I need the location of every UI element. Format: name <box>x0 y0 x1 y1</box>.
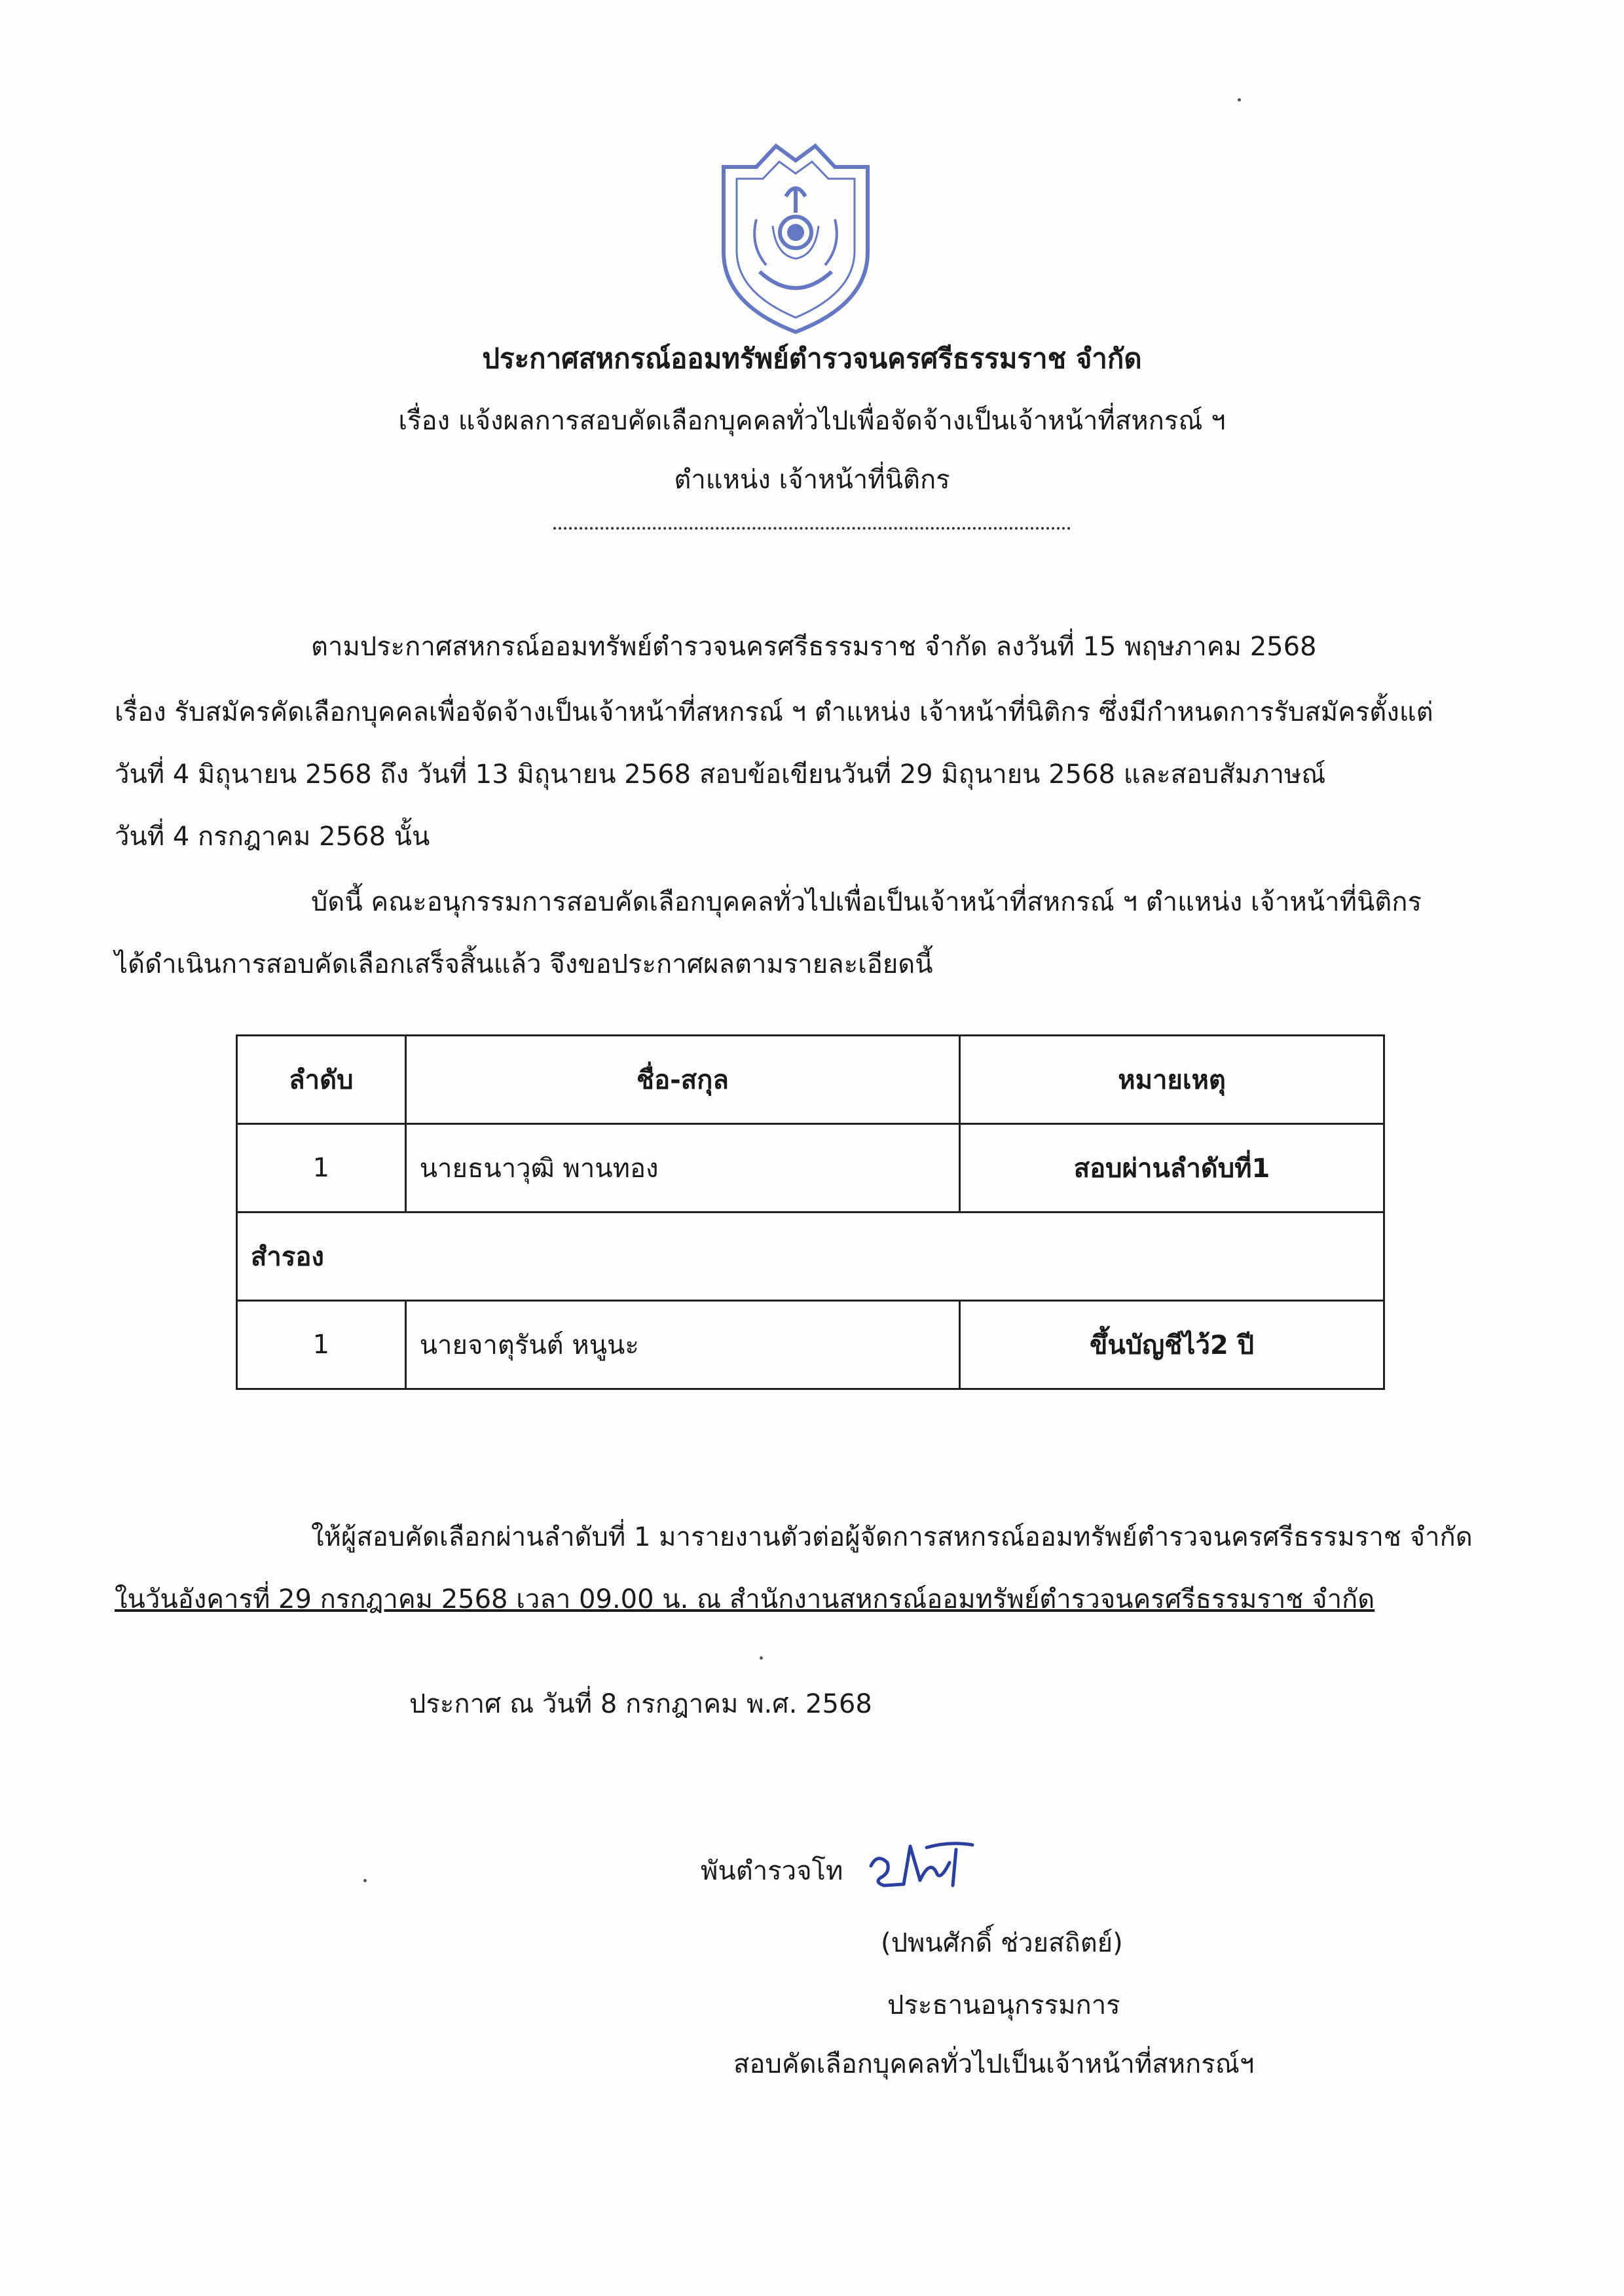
header-name: ชื่อ-สกุล <box>405 1036 959 1124</box>
signer-rank: พันตำรวจโท <box>701 1856 843 1886</box>
announcement-title: ประกาศสหกรณ์ออมทรัพย์ตำรวจนครศรีธรรมราช จำกัด <box>482 342 1142 374</box>
table-row <box>237 1124 1384 1212</box>
header-remark: หมายเหตุ <box>960 1036 1384 1124</box>
scan-speck <box>1238 98 1241 101</box>
signer-role: ประธานอนุกรรมการ <box>887 1990 1120 2020</box>
header-order: ลำดับ <box>237 1036 406 1124</box>
closing-line-1: ให้ผู้สอบคัดเลือกผ่านลำดับที่ 1 มารายงานตัวต่อผู้จัดการสหกรณ์ออมทรัพย์ตำรวจนครศรีธรรมราช จำกัด <box>311 1522 1473 1552</box>
table-header-row <box>237 1036 1384 1124</box>
paragraph-2-line-2: ได้ดำเนินการสอบคัดเลือกเสร็จสิ้นแล้ว จึงขอประกาศผลตามรายละเอียดนี้ <box>115 949 933 979</box>
closing-line-2: ในวันอังคารที่ 29 กรกฎาคม 2568 เวลา 09.00 น. ณ สำนักงานสหกรณ์ออมทรัพย์ตำรวจนครศรีธรรมราช จำกัด <box>115 1584 1375 1614</box>
paragraph-1-line-4: วันที่ 4 กรกฎาคม 2568 นั้น <box>115 822 430 852</box>
table-row <box>237 1301 1384 1389</box>
paragraph-1-line-2: เรื่อง รับสมัครคัดเลือกบุคคลเพื่อจัดจ้างเป็นเจ้าหน้าที่สหกรณ์ ฯ ตำแหน่ง เจ้าหน้าที่นิติกร ซึ่งมีกำหนดการรับสมัครตั้งแต่ <box>115 697 1433 727</box>
row-name: นายธนาวุฒิ พานทอง <box>405 1124 959 1212</box>
row-name: นายจาตุรันต์ หนูนะ <box>405 1301 959 1389</box>
row-order: 1 <box>237 1124 406 1212</box>
announcement-date: ประกาศ ณ วันที่ 8 กรกฎาคม พ.ศ. 2568 <box>409 1689 872 1719</box>
row-remark: ขึ้นบัญชีไว้2 ปี <box>960 1301 1384 1389</box>
results-table <box>236 1034 1385 1390</box>
scan-speck <box>363 1879 367 1882</box>
signer-role-committee: สอบคัดเลือกบุคคลทั่วไปเป็นเจ้าหน้าที่สหกรณ์ฯ <box>733 2049 1255 2079</box>
reserve-label: สำรอง <box>237 1212 1384 1301</box>
paragraph-1-line-3: วันที่ 4 มิถุนายน 2568 ถึง วันที่ 13 มิถุนายน 2568 สอบข้อเขียนวันที่ 29 มิถุนายน 2568 และสอบสัมภาษณ์ <box>115 759 1326 790</box>
reserve-label-row <box>237 1212 1384 1301</box>
cooperative-emblem-icon <box>710 141 881 337</box>
dotted-divider <box>553 527 1071 530</box>
row-remark: สอบผ่านลำดับที่1 <box>960 1124 1384 1212</box>
row-order: 1 <box>237 1301 406 1389</box>
signer-name: (ปพนศักดิ์ ช่วยสถิตย์) <box>881 1928 1123 1958</box>
handwritten-signature-icon <box>858 1827 989 1899</box>
announcement-position: ตำแหน่ง เจ้าหน้าที่นิติกร <box>674 465 950 495</box>
announcement-subject: เรื่อง แจ้งผลการสอบคัดเลือกบุคคลทั่วไปเพื่อจัดจ้างเป็นเจ้าหน้าที่สหกรณ์ ฯ <box>398 406 1226 436</box>
scan-speck <box>760 1656 763 1660</box>
paragraph-2-line-1: บัดนี้ คณะอนุกรรมการสอบคัดเลือกบุคคลทั่วไปเพื่อเป็นเจ้าหน้าที่สหกรณ์ ฯ ตำแหน่ง เจ้าหน้าที่นิติกร <box>311 887 1422 917</box>
paragraph-1-line-1: ตามประกาศสหกรณ์ออมทรัพย์ตำรวจนครศรีธรรมราช จำกัด ลงวันที่ 15 พฤษภาคม 2568 <box>311 632 1317 662</box>
